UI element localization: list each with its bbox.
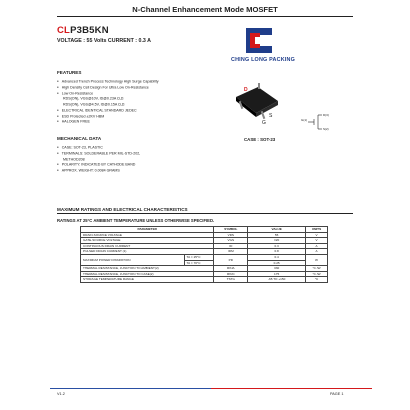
case-label: CASE : SOT-23 xyxy=(244,137,276,142)
table-cell: TA = 25°C xyxy=(184,254,214,260)
svg-text:D(3): D(3) xyxy=(323,113,329,117)
part-number xyxy=(57,25,109,36)
table-cell: 0.8 xyxy=(248,249,306,255)
table-cell: A xyxy=(306,243,328,249)
part-number-rest: P3B5KN xyxy=(70,25,109,36)
pin-d-label: D xyxy=(244,87,248,93)
table-cell: STORAGE TEMPERATURE RANGE xyxy=(81,277,214,283)
column-header-units: UNITS xyxy=(306,227,328,233)
table-cell: RθJC xyxy=(214,271,248,277)
page-number: PAGE 1 xyxy=(330,392,344,396)
table-cell: W xyxy=(306,254,328,265)
list-item: ● TERMINALS: SOLDERABLE PER MIL-STD-202, xyxy=(57,151,140,157)
column-header-parameter: PARAMETER xyxy=(81,227,214,233)
package-illustration xyxy=(218,75,338,135)
table-cell: THERMAL RESISTANCE, JUNCTION TO AMBIENT(2) xyxy=(81,266,214,272)
list-item: ● ESD Protected ±2KV HBM xyxy=(57,114,159,120)
column-header-symbol: SYMBOL xyxy=(214,227,248,233)
list-item: ● CASE: SOT-23, PLASTIC xyxy=(57,145,140,151)
table-cell: 55 xyxy=(248,232,306,238)
svg-text:G(1): G(1) xyxy=(301,118,307,122)
table-cell: 330 xyxy=(248,266,306,272)
svg-text:S(2): S(2) xyxy=(323,127,329,131)
table-row xyxy=(81,277,328,283)
mechanical-heading: MECHANICAL DATA xyxy=(57,136,102,141)
ratings-table-heading: RATINGS AT 25°C AMBIENT TEMPERATURE UNLESS OTHERWISE SPECIFIED. xyxy=(57,218,215,223)
features-heading: FEATURES xyxy=(57,70,82,75)
list-item: ● ELECTRICAL IDENTICAL STANDARD JEDEC xyxy=(57,108,159,114)
table-cell: 0.4 xyxy=(248,254,306,260)
table-cell: GATE-SOURCE VOLTAGE xyxy=(81,238,214,244)
table-cell: °C /W xyxy=(306,266,328,272)
version-label: V1.2 xyxy=(57,392,65,396)
features-list xyxy=(57,79,159,125)
mechanical-list xyxy=(57,145,140,174)
table-cell: THERMAL RESISTANCE, JUNCTION TO CASE(2) xyxy=(81,271,214,277)
list-item: ● HALOGEN FREE xyxy=(57,119,159,125)
company-logo xyxy=(246,28,272,53)
table-cell: °C /W xyxy=(306,271,328,277)
list-item: ● Advanced Trench Process Technology High Surge Capability xyxy=(57,79,159,85)
table-cell: V xyxy=(306,232,328,238)
voltage-current-line: VOLTAGE : 55 Volts CURRENT : 0.3 A xyxy=(57,38,151,44)
table-cell: PULSED DRAIN CURRENT (1) xyxy=(81,249,214,255)
list-item: METHOD208 xyxy=(63,157,85,162)
table-cell: IDM xyxy=(214,249,248,255)
table-cell: 0.3 xyxy=(248,243,306,249)
table-cell: VDS xyxy=(214,232,248,238)
table-cell: PD xyxy=(214,254,248,265)
list-item: ● Low On-Resistance xyxy=(57,91,159,97)
table-cell: 175 xyxy=(248,271,306,277)
ratings-table xyxy=(80,226,328,283)
table-cell: DRAIN-SOURCE VOLTAGE xyxy=(81,232,214,238)
table-cell: ID xyxy=(214,243,248,249)
table-cell: TSTG xyxy=(214,277,248,283)
part-number-prefix: CL xyxy=(57,25,71,36)
document-title: N-Channel Enhancement Mode MOSFET xyxy=(132,5,278,14)
footer-rule xyxy=(50,388,372,389)
company-name: CHING LONG PACKING xyxy=(231,57,295,63)
table-cell: 0.25 xyxy=(248,260,306,266)
table-cell: TA = 70°C xyxy=(184,260,214,266)
title-rule xyxy=(57,16,353,17)
list-item: RDS(ON), VGS@4.5V, ID@0.15A Ω,Ω xyxy=(63,102,125,107)
table-cell: RθJA xyxy=(214,266,248,272)
table-cell: MAXIMUM POWER DISSIPATION xyxy=(81,254,185,265)
list-item: RDS(ON), VGS@10V, ID@0.23A Ω,Ω xyxy=(63,96,124,101)
pin-s-label: S xyxy=(269,113,273,119)
table-cell: CONTINUOUS DRAIN CURRENT xyxy=(81,243,214,249)
column-header-value: VALUE xyxy=(248,227,306,233)
table-cell: ±20 xyxy=(248,238,306,244)
list-item: ● High Density Cell Design For Ultra Low On-Resistance xyxy=(57,85,159,91)
list-item: ● APPROX. WEIGHT: 0.0084 GRAMS xyxy=(57,168,140,174)
table-cell: A xyxy=(306,249,328,255)
table-cell: -65 TO +150 xyxy=(248,277,306,283)
table-cell: °C xyxy=(306,277,328,283)
table-cell: V xyxy=(306,238,328,244)
ratings-section-heading: MAXIMUM RATINGS AND ELECTRICAL CHARACTERISTICS xyxy=(57,207,188,212)
pin-g-label: G xyxy=(262,120,266,126)
table-cell: VGS xyxy=(214,238,248,244)
section-rule xyxy=(57,213,353,214)
list-item: ● POLARITY: INDICATED BY CATHODE BAND xyxy=(57,162,140,168)
